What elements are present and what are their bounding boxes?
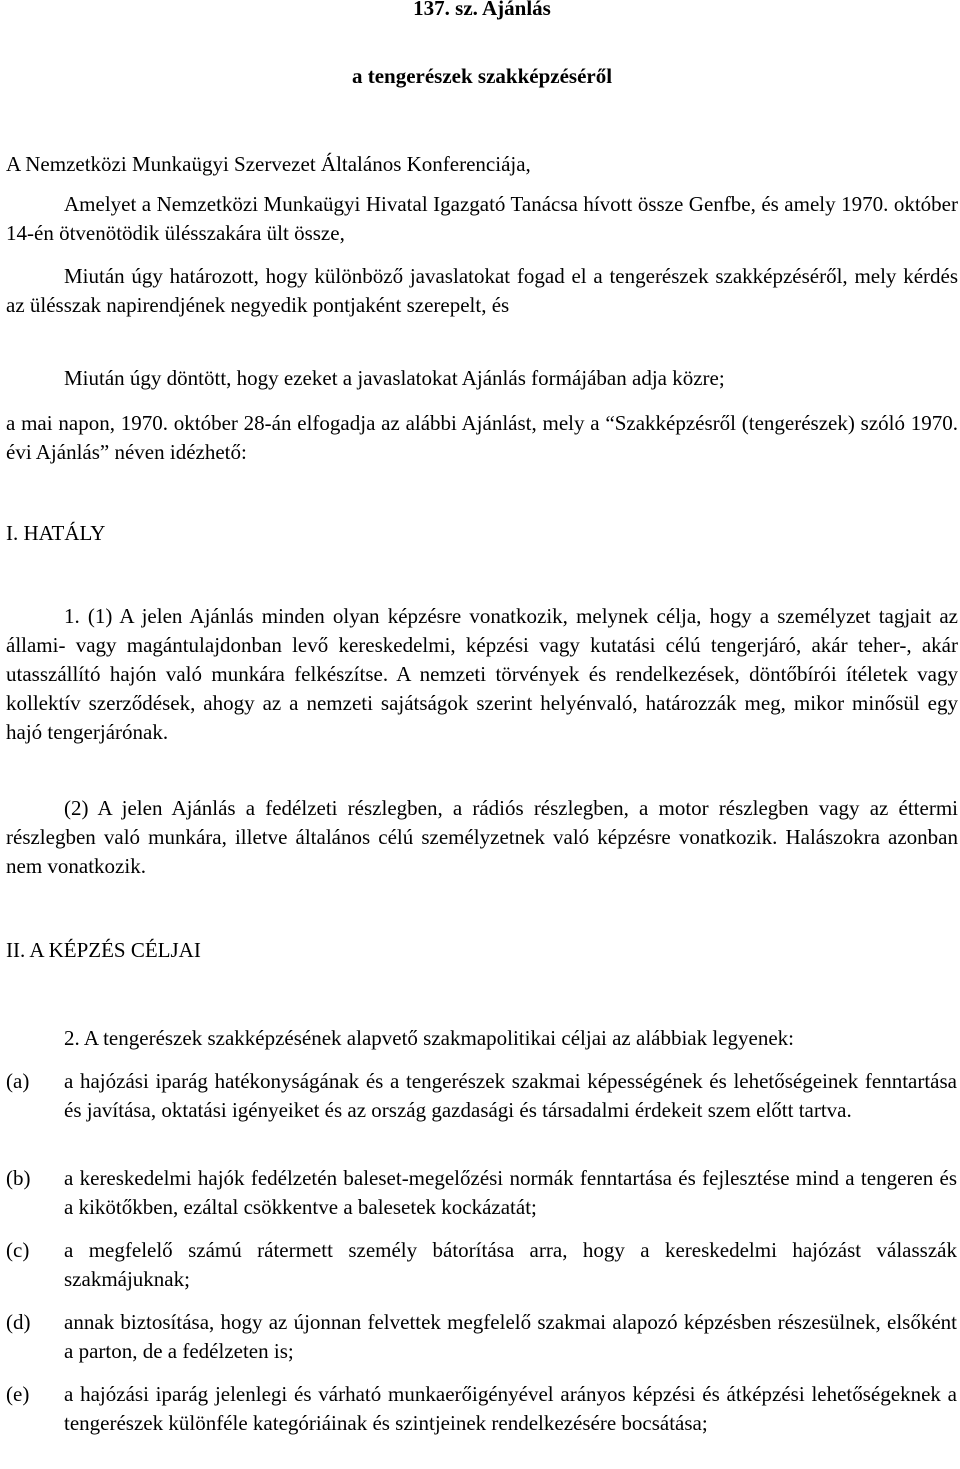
preamble-conference: A Nemzetközi Munkaügyi Szervezet Általános Konferenciája, [6,152,531,176]
preamble-adoption: a mai napon, 1970. október 28-án elfogadja az alábbi Ajánlást, mely a “Szakképzésről (tengerészek) szóló 1970. évi Ajánlás” néven idézhető: [6,411,958,464]
recommendation-number-title: 137. sz. Ajánlás [413,0,551,20]
preamble-decided-proposals: Miután úgy határozott, hogy különböző javaslatokat fogad el a tengerészek szakképzéséről, mely kérdés az ülésszak napirendjének negyedik pontjaként szerepelt, és [6,264,958,317]
recommendation-subject-title: a tengerészek szakképzéséről [351,64,613,88]
preamble-decided-form: Miután úgy döntött, hogy ezeket a javaslatokat Ajánlás formájában adja közre; [64,366,725,390]
preamble-convened: Amelyet a Nemzetközi Munkaügyi Hivatal Igazgató Tanácsa hívott össze Genfbe, és amely 1970. október 14-én ötvenötödik ülésszakára ült össze, [6,192,958,245]
list-item-marker: (a) [6,1069,30,1093]
paragraph-1-1: 1. (1) A jelen Ajánlás minden olyan képzésre vonatkozik, melynek célja, hogy a személyzet tagjait az állami- vagy magántulajdonban levő kereskedelmi, képzési vagy kutatási célú tengerjáró, akár teher-, akár utasszállító hajón való munkára felkészítse. A nemzeti törvények és rendelkezések, döntőbírói ítéletek vagy kollektív szerződések, ahogy az a nemzeti sajátságok szerint helyénvaló, határozzák meg, mikor minősül egy hajó tengerjárónak. [6,604,958,744]
list-item-text: annak biztosítása, hogy az újonnan felvettek megfelelő szakmai alapozó képzésben részesülnek, elsőként a parton, de a fedélzeten is; [64,1310,957,1363]
list-item-marker: (d) [6,1310,31,1334]
list-item-marker: (e) [6,1382,30,1406]
list-item-marker: (b) [6,1166,31,1190]
paragraph-1-2: (2) A jelen Ajánlás a fedélzeti részlegben, a rádiós részlegben, a motor részlegben vagy az éttermi részlegben való munkára, illetve általános célú személyzetnek való képzésre vonatkozik. Halászokra azonban nem vonatkozik. [6,796,958,878]
list-item-marker: (c) [6,1238,30,1262]
list-item-text: a megfelelő számú rátermett személy bátorítása arra, hogy a kereskedelmi hajózást válasszák szakmájuknak; [64,1238,957,1291]
list-item-text: a hajózási iparág jelenlegi és várható munkaerőigényével arányos képzési és átképzési lehetőségeknek a tengerészek különféle kategóriáinak és szintjeinek rendelkezésére bocsátása; [64,1382,957,1435]
section-heading-scope: I. HATÁLY [6,521,106,545]
paragraph-2-intro: 2. A tengerészek szakképzésének alapvető szakmapolitikai céljai az alábbiak legyenek: [64,1026,795,1050]
list-item-text: a hajózási iparág hatékonyságának és a tengerészek szakmai képességének és lehetőségeinek fenntartása és javítása, oktatási igényeiket és az ország gazdasági és társadalmi érdekeit szem előtt tartva. [64,1069,957,1122]
list-item-text: a kereskedelmi hajók fedélzetén baleset-megelőzési normák fenntartása és fejlesztése mind a tengeren és a kikötőkben, ezáltal csökkentve a balesetek kockázatát; [64,1166,957,1219]
section-heading-objectives: II. A KÉPZÉS CÉLJAI [6,938,201,962]
